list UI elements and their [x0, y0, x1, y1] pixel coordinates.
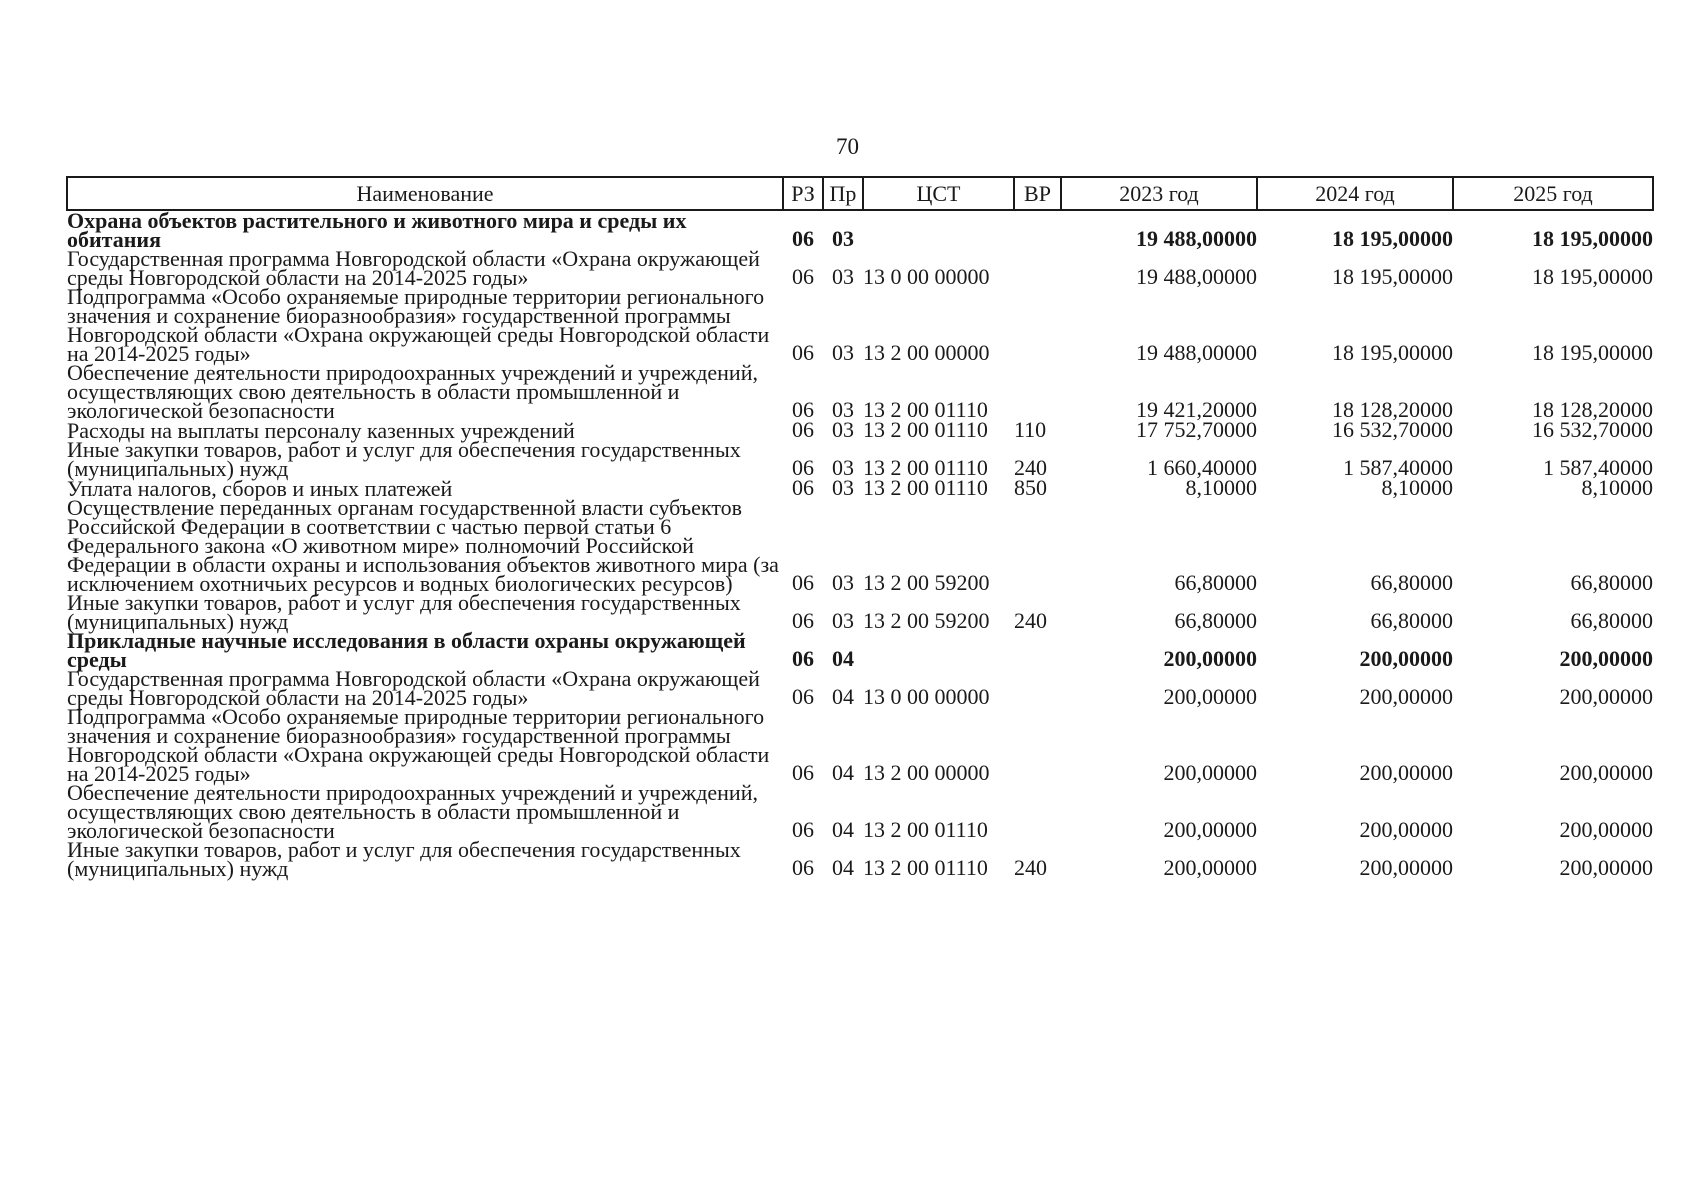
row-cst: 13 2 00 01110 — [863, 455, 988, 480]
row-vr: 240 — [1014, 455, 1047, 480]
header-name: Наименование — [67, 177, 783, 210]
table-row — [67, 669, 1653, 707]
row-name: Иные закупки товаров, работ и услуг для обеспечения государственных (муниципальных) нужд — [67, 590, 741, 634]
row-amount-2023: 200,00000 — [1163, 760, 1257, 785]
row-rz: 06 — [792, 340, 814, 365]
row-rz: 06 — [792, 608, 814, 633]
row-amount-2024: 200,00000 — [1359, 646, 1453, 671]
row-vr: 240 — [1014, 608, 1047, 633]
row-rz: 06 — [792, 475, 814, 500]
table-header — [67, 177, 1653, 210]
row-name: Обеспечение деятельности природоохранных учреждений и учреждений, осуществляющих свою деятельность в области промышленной и экологической безопасности — [67, 360, 758, 423]
row-amount-2025: 66,80000 — [1570, 608, 1653, 633]
row-amount-2024: 18 128,20000 — [1332, 397, 1453, 422]
row-pr: 04 — [832, 817, 854, 842]
row-name: Уплата налогов, сборов и иных платежей — [67, 476, 453, 501]
row-rz: 06 — [792, 417, 814, 442]
row-pr: 03 — [832, 397, 854, 422]
row-pr: 03 — [832, 340, 854, 365]
row-pr: 03 — [832, 455, 854, 480]
row-vr: 110 — [1014, 417, 1047, 442]
row-name: Охрана объектов растительного и животного мира и среды их обитания — [67, 208, 687, 252]
row-rz: 06 — [792, 855, 814, 880]
row-amount-2025: 200,00000 — [1559, 817, 1653, 842]
budget-sheet — [66, 176, 1653, 881]
row-pr: 04 — [832, 855, 854, 880]
row-amount-2023: 19 488,00000 — [1136, 340, 1257, 365]
row-amount-2023: 19 488,00000 — [1136, 264, 1257, 289]
row-amount-2025: 200,00000 — [1559, 646, 1653, 671]
row-rz: 06 — [792, 455, 814, 480]
row-name: Государственная программа Новгородской области «Охрана окружающей среды Новгородской области на 2014-2025 годы» — [67, 666, 760, 710]
row-amount-2025: 200,00000 — [1559, 855, 1653, 880]
row-cst: 13 2 00 01110 — [863, 397, 988, 422]
page-number: 70 — [836, 134, 859, 159]
row-name: Иные закупки товаров, работ и услуг для обеспечения государственных (муниципальных) нужд — [67, 837, 741, 881]
table-row — [67, 210, 1653, 249]
row-rz: 06 — [792, 817, 814, 842]
header-2025: 2025 год — [1453, 177, 1653, 210]
row-amount-2023: 8,10000 — [1185, 475, 1257, 500]
row-vr: 240 — [1014, 855, 1047, 880]
row-name: Государственная программа Новгородской области «Охрана окружающей среды Новгородской области на 2014-2025 годы» — [67, 246, 760, 290]
row-pr: 04 — [832, 646, 854, 671]
budget-table — [66, 176, 1654, 881]
row-pr: 03 — [832, 226, 854, 251]
table-row — [67, 783, 1653, 840]
table-row — [67, 498, 1653, 593]
row-amount-2024: 66,80000 — [1370, 608, 1453, 633]
header-pr: Пр — [823, 177, 863, 210]
row-vr — [1014, 210, 1061, 249]
row-name: Подпрограмма «Особо охраняемые природные территории регионального значения и сохранение биоразнообразия» государственной программы Новгородской области «Охрана окружающей среды Новгородской области на 2014-2025 годы» — [67, 704, 770, 786]
row-amount-2024: 18 195,00000 — [1332, 226, 1453, 251]
row-rz: 06 — [792, 760, 814, 785]
table-row — [67, 440, 1653, 478]
row-cst: 13 2 00 01110 — [863, 817, 988, 842]
row-amount-2024: 66,80000 — [1370, 570, 1453, 595]
row-rz: 06 — [792, 226, 814, 251]
row-amount-2024: 8,10000 — [1381, 475, 1453, 500]
row-cst: 13 2 00 59200 — [863, 608, 990, 633]
row-cst — [863, 210, 1014, 249]
row-name: Расходы на выплаты персоналу казенных учреждений — [67, 418, 575, 443]
row-vr — [1014, 363, 1061, 420]
row-rz: 06 — [792, 264, 814, 289]
row-amount-2025: 8,10000 — [1581, 475, 1653, 500]
row-vr — [1014, 669, 1061, 707]
header-2023: 2023 год — [1061, 177, 1257, 210]
row-amount-2024: 200,00000 — [1359, 684, 1453, 709]
row-amount-2025: 18 195,00000 — [1532, 226, 1653, 251]
row-amount-2024: 1 587,40000 — [1343, 455, 1453, 480]
row-vr — [1014, 287, 1061, 363]
row-amount-2024: 200,00000 — [1359, 817, 1453, 842]
table-row — [67, 631, 1653, 669]
row-vr: 850 — [1014, 475, 1047, 500]
row-amount-2023: 200,00000 — [1163, 684, 1257, 709]
row-name: Осуществление переданных органам государственной власти субъектов Российской Федерации в соответствии с частью первой статьи 6 Федерального закона «О животном мире» полномочий Российской Федерации в области охраны и использования объектов животного мира (за исключением охотничьих ресурсов и водных биологических ресурсов) — [67, 495, 779, 596]
row-amount-2025: 66,80000 — [1570, 570, 1653, 595]
row-cst: 13 2 00 01110 — [863, 417, 988, 442]
row-rz: 06 — [792, 684, 814, 709]
row-amount-2025: 16 532,70000 — [1532, 417, 1653, 442]
row-pr: 03 — [832, 264, 854, 289]
table-row — [67, 707, 1653, 783]
row-amount-2023: 66,80000 — [1174, 570, 1257, 595]
row-rz: 06 — [792, 570, 814, 595]
table-row — [67, 287, 1653, 363]
row-name: Подпрограмма «Особо охраняемые природные территории регионального значения и сохранение биоразнообразия» государственной программы Новгородской области «Охрана окружающей среды Новгородской области на 2014-2025 годы» — [67, 284, 770, 366]
row-amount-2023: 200,00000 — [1163, 817, 1257, 842]
row-cst: 13 2 00 59200 — [863, 570, 990, 595]
table-body — [67, 208, 1653, 881]
row-amount-2025: 18 195,00000 — [1532, 340, 1653, 365]
header-rz: РЗ — [783, 177, 823, 210]
row-vr — [1014, 631, 1061, 669]
row-name: Обеспечение деятельности природоохранных учреждений и учреждений, осуществляющих свою деятельность в области промышленной и экологической безопасности — [67, 780, 758, 843]
row-pr: 03 — [832, 475, 854, 500]
row-cst: 13 0 00 00000 — [863, 684, 990, 709]
row-vr — [1014, 783, 1061, 840]
row-vr — [1014, 707, 1061, 783]
row-cst — [863, 631, 1014, 669]
row-vr — [1014, 249, 1061, 287]
header-cst: ЦСТ — [863, 177, 1014, 210]
row-pr: 03 — [832, 570, 854, 595]
row-rz: 06 — [792, 397, 814, 422]
table-row — [67, 840, 1653, 878]
row-amount-2023: 19 488,00000 — [1136, 226, 1257, 251]
header-2024: 2024 год — [1257, 177, 1453, 210]
row-cst: 13 2 00 01110 — [863, 475, 988, 500]
row-amount-2024: 18 195,00000 — [1332, 340, 1453, 365]
row-amount-2024: 200,00000 — [1359, 760, 1453, 785]
row-cst: 13 2 00 00000 — [863, 760, 990, 785]
table-row — [67, 593, 1653, 631]
row-amount-2023: 200,00000 — [1163, 646, 1257, 671]
row-rz: 06 — [792, 646, 814, 671]
row-amount-2023: 17 752,70000 — [1136, 417, 1257, 442]
row-cst: 13 0 00 00000 — [863, 264, 990, 289]
row-amount-2023: 19 421,20000 — [1136, 397, 1257, 422]
row-vr — [1014, 498, 1061, 593]
table-row — [67, 363, 1653, 420]
row-amount-2024: 18 195,00000 — [1332, 264, 1453, 289]
row-amount-2023: 1 660,40000 — [1147, 455, 1257, 480]
row-cst: 13 2 00 00000 — [863, 340, 990, 365]
row-amount-2025: 200,00000 — [1559, 760, 1653, 785]
row-amount-2025: 18 195,00000 — [1532, 264, 1653, 289]
table-row — [67, 249, 1653, 287]
row-pr: 03 — [832, 417, 854, 442]
row-amount-2025: 200,00000 — [1559, 684, 1653, 709]
row-amount-2024: 16 532,70000 — [1332, 417, 1453, 442]
row-pr: 04 — [832, 684, 854, 709]
row-name: Прикладные научные исследования в области охраны окружающей среды — [67, 628, 746, 672]
row-amount-2023: 200,00000 — [1163, 855, 1257, 880]
row-amount-2024: 200,00000 — [1359, 855, 1453, 880]
header-vr: ВР — [1014, 177, 1061, 210]
row-amount-2025: 1 587,40000 — [1543, 455, 1653, 480]
row-name: Иные закупки товаров, работ и услуг для обеспечения государственных (муниципальных) нужд — [67, 437, 741, 481]
row-pr: 04 — [832, 760, 854, 785]
row-amount-2025: 18 128,20000 — [1532, 397, 1653, 422]
row-pr: 03 — [832, 608, 854, 633]
row-amount-2023: 66,80000 — [1174, 608, 1257, 633]
row-cst: 13 2 00 01110 — [863, 855, 988, 880]
